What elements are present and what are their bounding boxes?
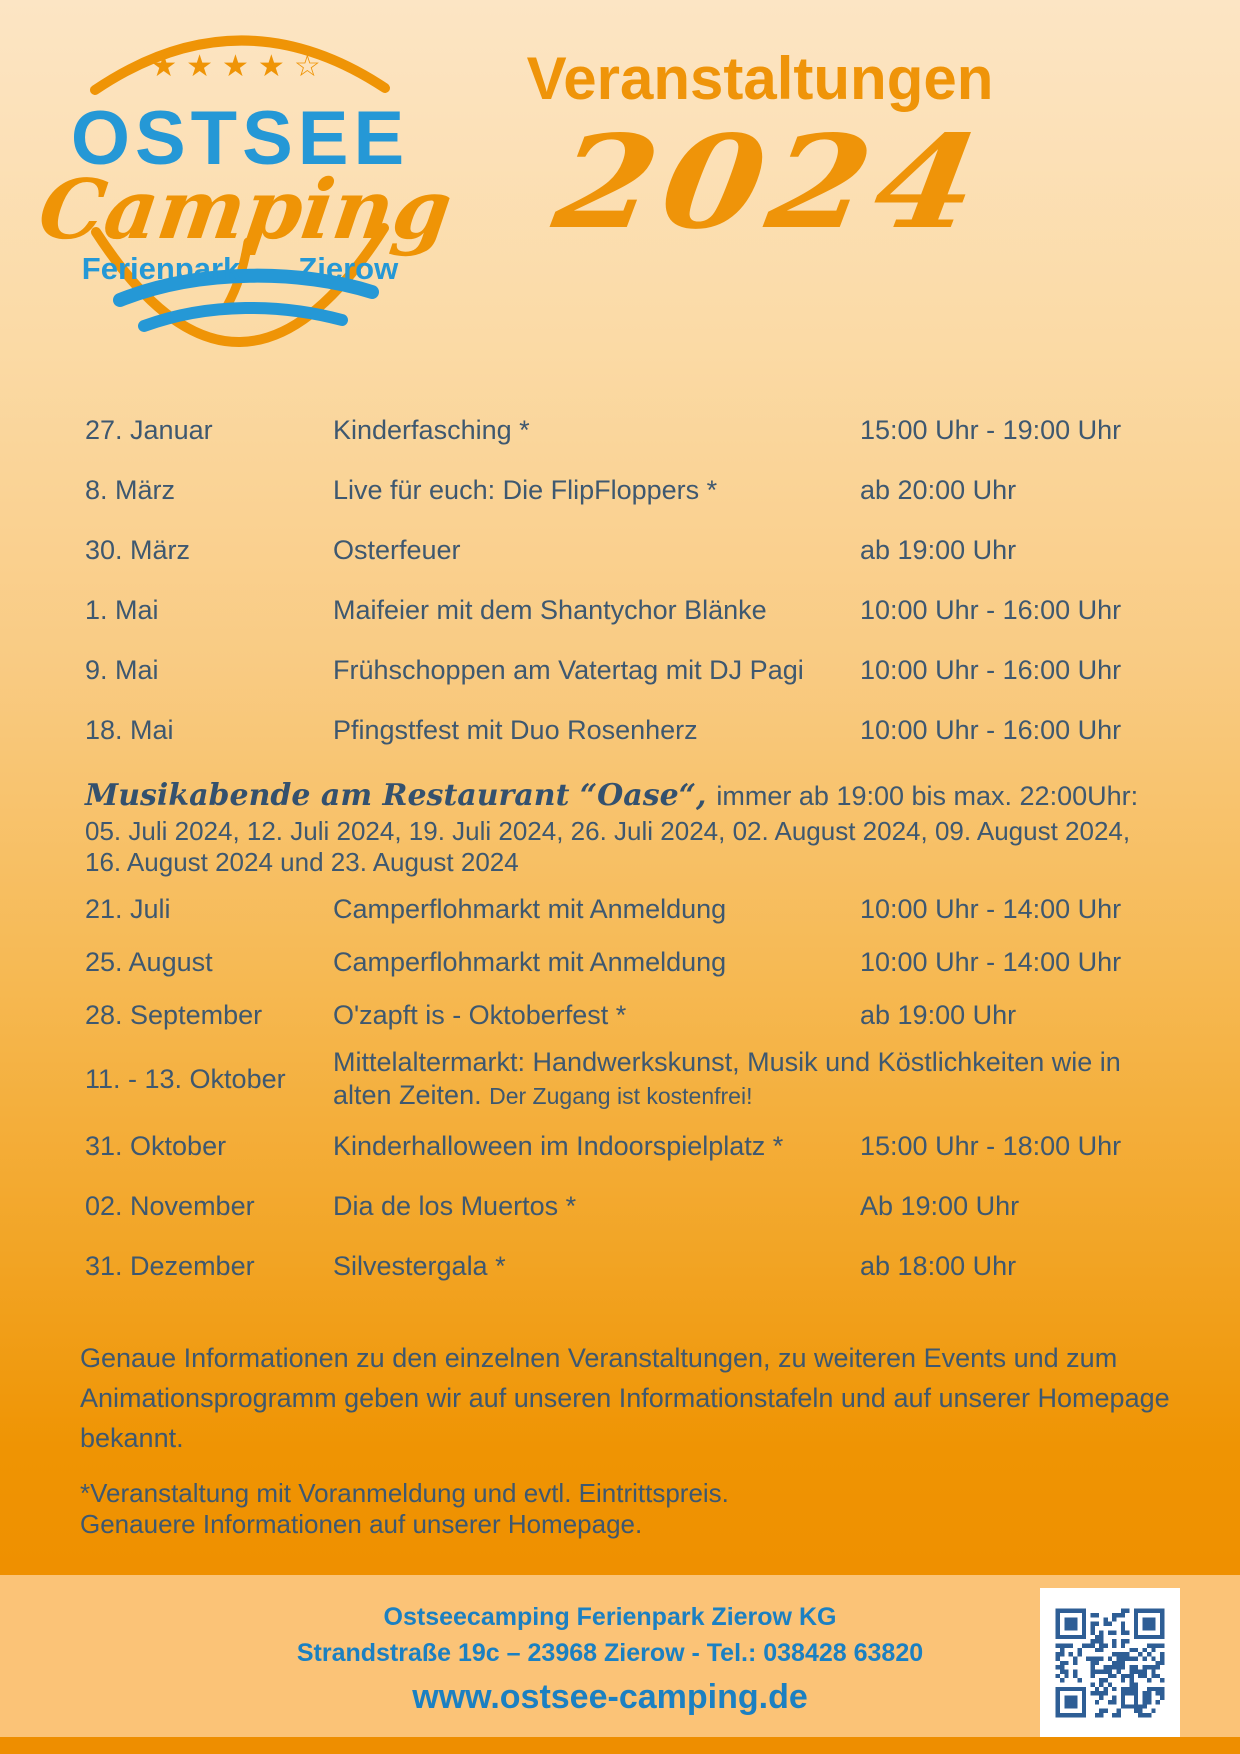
musikabende-heading <box>85 778 1195 814</box>
event-name: Pfingstfest mit Duo Rosenherz <box>333 714 698 745</box>
logo-wordmark-camping: Camping <box>33 162 458 258</box>
event-name: O'zapft is - Oktoberfest * <box>333 1000 627 1030</box>
event-name: Camperflohmarkt mit Anmeldung <box>333 894 727 924</box>
table-row <box>85 700 1155 760</box>
event-date: 9. Mai <box>85 654 159 685</box>
musikabende-heading-rest: immer ab 19:00 bis max. 22:00Uhr: <box>716 781 1139 811</box>
event-date: 11. - 13. Oktober <box>85 1063 286 1094</box>
musikabende-dates-line: 16. August 2024 und 23. August 2024 <box>85 847 519 877</box>
footnote <box>80 1478 1190 1540</box>
footnote-line: *Veranstaltung mit Voranmeldung und evtl. Eintrittspreis. <box>80 1478 729 1508</box>
footer-website-link[interactable]: www.ostsee-camping.de <box>412 1678 808 1716</box>
event-name: Maifeier mit dem Shantychor Blänke <box>333 594 767 625</box>
event-date: 8. März <box>85 474 176 505</box>
table-row <box>85 580 1155 640</box>
page-year: 2024 <box>545 108 995 258</box>
logo-subtitle-right: Zierow <box>298 251 399 286</box>
footnote-line: Genauere Informationen auf unserer Homepage. <box>80 1509 643 1539</box>
event-name: Mittelaltermarkt: Handwerkskunst, Musik und Köstlichkeiten wie in alten Zeiten. Der Zugang ist kostenfrei! <box>333 1046 1121 1110</box>
event-name: Dia de los Muertos * <box>333 1190 577 1221</box>
event-time: ab 19:00 Uhr <box>860 534 1017 565</box>
event-name: Silvestergala * <box>333 1250 506 1281</box>
table-row <box>85 460 1155 520</box>
event-date: 27. Januar <box>85 414 213 445</box>
qr-code <box>1040 1588 1180 1737</box>
event-time: 15:00 Uhr - 18:00 Uhr <box>860 1130 1122 1161</box>
event-date: 21. Juli <box>85 894 171 924</box>
musikabende-dates <box>85 816 1235 878</box>
star-outline-icon: ☆ <box>293 50 330 83</box>
logo-wordmark-ostsee: OSTSEE <box>70 96 410 181</box>
musikabende-heading-script: Musikabende am Restaurant “Oase“, <box>85 778 707 813</box>
musikabende-dates-line: 05. Juli 2024, 12. Juli 2024, 19. Juli 2024, 26. Juli 2024, 02. August 2024, 09. August 2024, <box>85 816 1131 846</box>
table-row <box>85 400 1155 460</box>
event-name: Live für euch: Die FlipFloppers * <box>333 474 718 505</box>
qr-code-icon <box>1047 1600 1173 1726</box>
event-time: Ab 19:00 Uhr <box>860 1190 1020 1221</box>
event-time: 10:00 Uhr - 14:00 Uhr <box>860 947 1122 977</box>
event-time: 10:00 Uhr - 14:00 Uhr <box>860 894 1122 924</box>
stars-filled-icon: ★★★★ <box>150 50 294 83</box>
event-date: 02. November <box>85 1190 255 1221</box>
table-row <box>85 989 1155 1042</box>
table-row <box>85 883 1155 936</box>
event-date: 30. März <box>85 534 191 565</box>
event-date: 25. August <box>85 947 213 977</box>
event-name: Frühschoppen am Vatertag mit DJ Pagi <box>333 654 804 685</box>
event-date: 18. Mai <box>85 714 174 745</box>
event-time: ab 18:00 Uhr <box>860 1250 1017 1281</box>
event-name-note: Der Zugang ist kostenfrei! <box>489 1082 753 1109</box>
page-title: Veranstaltungen <box>526 45 994 112</box>
table-row <box>85 640 1155 700</box>
event-name: Kinderhalloween im Indoorspielplatz * <box>333 1130 784 1161</box>
event-time: ab 20:00 Uhr <box>860 474 1017 505</box>
table-row <box>85 1042 1155 1116</box>
event-name: Camperflohmarkt mit Anmeldung <box>333 947 727 977</box>
events-table-1 <box>85 400 1155 760</box>
event-time: 10:00 Uhr - 16:00 Uhr <box>860 654 1122 685</box>
event-time: 10:00 Uhr - 16:00 Uhr <box>860 714 1122 745</box>
info-paragraph: Genaue Informationen zu den einzelnen Veranstaltungen, zu weiteren Events und zum Animationsprogramm geben wir auf unseren Informationstafeln und auf unserer Homepage bekannt. <box>80 1343 1170 1453</box>
table-row <box>85 1116 1155 1176</box>
event-time: 15:00 Uhr - 19:00 Uhr <box>860 414 1122 445</box>
logo-subtitle-left: Ferienpark <box>81 251 241 286</box>
logo-subtitle <box>40 252 440 286</box>
event-date: 31. Dezember <box>85 1250 255 1281</box>
event-date: 31. Oktober <box>85 1130 227 1161</box>
event-name: Kinderfasching * <box>333 414 530 445</box>
event-date: 1. Mai <box>85 594 159 625</box>
event-time: ab 19:00 Uhr <box>860 1000 1017 1030</box>
ostsee-camping-logo <box>33 12 458 360</box>
star-rating <box>40 52 440 82</box>
table-row <box>85 1236 1155 1296</box>
bottom-stripe <box>0 1737 1240 1754</box>
footer-address: Strandstraße 19c – 23968 Zierow - Tel.: 038428 63820 <box>296 1639 924 1667</box>
table-row <box>85 936 1155 989</box>
table-row <box>85 1176 1155 1236</box>
event-time: 10:00 Uhr - 16:00 Uhr <box>860 594 1122 625</box>
events-table-2 <box>85 883 1155 1296</box>
footer-contact <box>120 1602 1100 1717</box>
table-row <box>85 520 1155 580</box>
event-name: Osterfeuer <box>333 534 461 565</box>
footer-company: Ostseecamping Ferienpark Zierow KG <box>383 1603 837 1631</box>
event-date: 28. September <box>85 1000 263 1030</box>
